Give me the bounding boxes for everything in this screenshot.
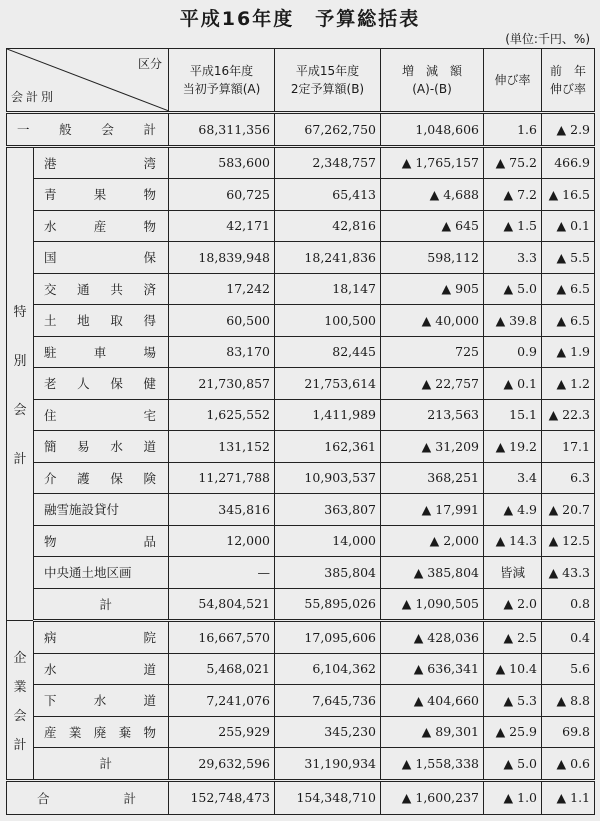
cell-prev-rate: 6.3 xyxy=(542,462,595,494)
table-row xyxy=(7,621,595,654)
header-col-a: 平成16年度 当初予算額(A) xyxy=(169,49,275,113)
row-label: 融雪施設貸付 xyxy=(34,494,169,526)
cell-prev-rate: ▲ 0.1 xyxy=(542,210,595,242)
cell-a: 1,625,552 xyxy=(169,399,275,431)
cell-a: 29,632,596 xyxy=(169,748,275,781)
cell-a: 345,816 xyxy=(169,494,275,526)
cell-rate: ▲ 7.2 xyxy=(484,179,542,211)
cell-b: 65,413 xyxy=(275,179,381,211)
cell-b: 154,348,710 xyxy=(275,780,381,814)
row-label: 交通共済 xyxy=(34,273,169,305)
cell-diff: ▲ 31,209 xyxy=(381,431,484,463)
cell-b: 67,262,750 xyxy=(275,113,381,147)
cell-a: 5,468,021 xyxy=(169,653,275,685)
cell-b: 162,361 xyxy=(275,431,381,463)
cell-prev-rate: 466.9 xyxy=(542,146,595,179)
cell-prev-rate: ▲ 5.5 xyxy=(542,242,595,274)
cell-a: 152,748,473 xyxy=(169,780,275,814)
cell-rate: ▲ 10.4 xyxy=(484,653,542,685)
group-char: 特 xyxy=(13,304,27,320)
cell-diff: ▲ 22,757 xyxy=(381,368,484,400)
subtotal-row xyxy=(7,748,595,781)
cell-a: 21,730,857 xyxy=(169,368,275,400)
cell-b: 82,445 xyxy=(275,336,381,368)
table-row xyxy=(7,653,595,685)
cell-b: 42,816 xyxy=(275,210,381,242)
cell-prev-rate: ▲ 6.5 xyxy=(542,305,595,337)
page-title: 平成16年度 予算総括表 xyxy=(179,8,421,30)
table-row xyxy=(7,273,595,305)
table-row xyxy=(7,525,595,557)
cell-prev-rate: 0.4 xyxy=(542,621,595,654)
cell-a: — xyxy=(169,557,275,589)
cell-b: 18,241,836 xyxy=(275,242,381,274)
cell-prev-rate: 5.6 xyxy=(542,653,595,685)
cell-prev-rate: 0.8 xyxy=(542,588,595,621)
special-group-label xyxy=(7,146,34,621)
row-label: 物品 xyxy=(34,525,169,557)
group-char: 会 xyxy=(13,708,27,724)
cell-diff: ▲ 40,000 xyxy=(381,305,484,337)
cell-a: 16,667,570 xyxy=(169,621,275,654)
row-label: 中央通土地区画 xyxy=(34,557,169,589)
budget-table xyxy=(6,48,595,815)
cell-prev-rate: ▲ 43.3 xyxy=(542,557,595,589)
cell-rate: ▲ 5.0 xyxy=(484,748,542,781)
cell-rate: ▲ 14.3 xyxy=(484,525,542,557)
cell-rate: ▲ 25.9 xyxy=(484,716,542,748)
row-label: 病院 xyxy=(34,621,169,654)
row-label: 簡易水道 xyxy=(34,431,169,463)
cell-prev-rate: ▲ 1.2 xyxy=(542,368,595,400)
table-row xyxy=(7,210,595,242)
table-row xyxy=(7,494,595,526)
table-row xyxy=(7,368,595,400)
cell-diff: ▲ 645 xyxy=(381,210,484,242)
cell-b: 18,147 xyxy=(275,273,381,305)
cell-b: 2,348,757 xyxy=(275,146,381,179)
row-label: 合 計 xyxy=(7,780,169,814)
header-col-prev-rate: 前 年 伸び率 xyxy=(542,49,595,113)
row-label: 国保 xyxy=(34,242,169,274)
row-label: 水道 xyxy=(34,653,169,685)
cell-diff: ▲ 905 xyxy=(381,273,484,305)
cell-diff: ▲ 89,301 xyxy=(381,716,484,748)
row-label: 計 xyxy=(34,588,169,621)
group-char: 業 xyxy=(13,679,27,695)
cell-a: 12,000 xyxy=(169,525,275,557)
cell-prev-rate: 69.8 xyxy=(542,716,595,748)
cell-rate: ▲ 39.8 xyxy=(484,305,542,337)
cell-rate: ▲ 1.5 xyxy=(484,210,542,242)
cell-a: 54,804,521 xyxy=(169,588,275,621)
table-row xyxy=(7,242,595,274)
row-label: 港湾 xyxy=(34,146,169,179)
cell-diff: ▲ 385,804 xyxy=(381,557,484,589)
row-label: 計 xyxy=(34,748,169,781)
row-label: 土地取得 xyxy=(34,305,169,337)
cell-diff: ▲ 17,991 xyxy=(381,494,484,526)
cell-prev-rate: ▲ 12.5 xyxy=(542,525,595,557)
cell-a: 60,725 xyxy=(169,179,275,211)
cell-b: 6,104,362 xyxy=(275,653,381,685)
table-row xyxy=(7,305,595,337)
cell-diff: 368,251 xyxy=(381,462,484,494)
cell-rate: ▲ 0.1 xyxy=(484,368,542,400)
cell-rate: ▲ 1.0 xyxy=(484,780,542,814)
cell-a: 60,500 xyxy=(169,305,275,337)
table-header-row xyxy=(7,49,595,113)
enterprise-group-label xyxy=(7,621,34,781)
group-char: 別 xyxy=(13,353,27,369)
cell-a: 68,311,356 xyxy=(169,113,275,147)
unit-note: (単位:千円、%) xyxy=(505,32,590,46)
header-kaikeibetsu: 会計別 xyxy=(11,90,57,104)
cell-rate: 1.6 xyxy=(484,113,542,147)
header-col-rate: 伸び率 xyxy=(484,49,542,113)
cell-a: 11,271,788 xyxy=(169,462,275,494)
row-label: 下水道 xyxy=(34,685,169,717)
cell-rate: 15.1 xyxy=(484,399,542,431)
cell-a: 17,242 xyxy=(169,273,275,305)
header-col-diff: 増 減 額 (A)-(B) xyxy=(381,49,484,113)
row-label: 駐車場 xyxy=(34,336,169,368)
cell-diff: ▲ 2,000 xyxy=(381,525,484,557)
grand-total-row xyxy=(7,780,595,814)
cell-diff: ▲ 428,036 xyxy=(381,621,484,654)
cell-diff: 725 xyxy=(381,336,484,368)
general-account-row xyxy=(7,113,595,147)
cell-a: 42,171 xyxy=(169,210,275,242)
table-row xyxy=(7,557,595,589)
cell-diff: ▲ 1,765,157 xyxy=(381,146,484,179)
group-char: 会 xyxy=(13,402,27,418)
table-row xyxy=(7,146,595,179)
table-row xyxy=(7,399,595,431)
table-row xyxy=(7,685,595,717)
special-accounts xyxy=(7,146,595,621)
cell-rate: 0.9 xyxy=(484,336,542,368)
group-char: 計 xyxy=(13,451,27,467)
cell-rate: ▲ 2.5 xyxy=(484,621,542,654)
table-row xyxy=(7,179,595,211)
table-row xyxy=(7,431,595,463)
cell-diff: 1,048,606 xyxy=(381,113,484,147)
cell-b: 1,411,989 xyxy=(275,399,381,431)
group-char: 企 xyxy=(13,650,27,666)
cell-diff: 213,563 xyxy=(381,399,484,431)
cell-b: 10,903,537 xyxy=(275,462,381,494)
cell-b: 31,190,934 xyxy=(275,748,381,781)
cell-prev-rate: 17.1 xyxy=(542,431,595,463)
row-label: 一 般 会 計 xyxy=(7,113,169,147)
cell-b: 14,000 xyxy=(275,525,381,557)
cell-prev-rate: ▲ 2.9 xyxy=(542,113,595,147)
cell-rate: 3.4 xyxy=(484,462,542,494)
enterprise-accounts xyxy=(7,621,595,781)
cell-b: 363,807 xyxy=(275,494,381,526)
row-label: 老人保健 xyxy=(34,368,169,400)
cell-rate: ▲ 19.2 xyxy=(484,431,542,463)
cell-diff: ▲ 1,090,505 xyxy=(381,588,484,621)
cell-b: 21,753,614 xyxy=(275,368,381,400)
cell-rate: ▲ 5.3 xyxy=(484,685,542,717)
table-row xyxy=(7,336,595,368)
cell-rate: ▲ 5.0 xyxy=(484,273,542,305)
cell-diff: 598,112 xyxy=(381,242,484,274)
table-row xyxy=(7,716,595,748)
cell-rate: 皆減 xyxy=(484,557,542,589)
row-label: 青果物 xyxy=(34,179,169,211)
subtotal-row xyxy=(7,588,595,621)
cell-diff: ▲ 1,558,338 xyxy=(381,748,484,781)
cell-a: 131,152 xyxy=(169,431,275,463)
header-corner-cell xyxy=(7,49,169,113)
cell-rate: ▲ 75.2 xyxy=(484,146,542,179)
cell-rate: 3.3 xyxy=(484,242,542,274)
table-row xyxy=(7,462,595,494)
cell-prev-rate: ▲ 1.9 xyxy=(542,336,595,368)
cell-a: 18,839,948 xyxy=(169,242,275,274)
cell-a: 83,170 xyxy=(169,336,275,368)
row-label: 住宅 xyxy=(34,399,169,431)
cell-b: 7,645,736 xyxy=(275,685,381,717)
cell-rate: ▲ 4.9 xyxy=(484,494,542,526)
cell-diff: ▲ 4,688 xyxy=(381,179,484,211)
cell-prev-rate: ▲ 22.3 xyxy=(542,399,595,431)
cell-a: 583,600 xyxy=(169,146,275,179)
cell-b: 55,895,026 xyxy=(275,588,381,621)
cell-a: 255,929 xyxy=(169,716,275,748)
header-col-b: 平成15年度 2定予算額(B) xyxy=(275,49,381,113)
group-char: 計 xyxy=(13,737,27,753)
cell-prev-rate: ▲ 1.1 xyxy=(542,780,595,814)
cell-prev-rate: ▲ 8.8 xyxy=(542,685,595,717)
cell-b: 345,230 xyxy=(275,716,381,748)
cell-rate: ▲ 2.0 xyxy=(484,588,542,621)
cell-prev-rate: ▲ 20.7 xyxy=(542,494,595,526)
cell-b: 100,500 xyxy=(275,305,381,337)
cell-prev-rate: ▲ 16.5 xyxy=(542,179,595,211)
cell-b: 385,804 xyxy=(275,557,381,589)
cell-prev-rate: ▲ 0.6 xyxy=(542,748,595,781)
cell-b: 17,095,606 xyxy=(275,621,381,654)
header-kubun: 区分 xyxy=(137,57,162,71)
cell-diff: ▲ 404,660 xyxy=(381,685,484,717)
cell-prev-rate: ▲ 6.5 xyxy=(542,273,595,305)
row-label: 産業廃棄物 xyxy=(34,716,169,748)
row-label: 介護保険 xyxy=(34,462,169,494)
cell-diff: ▲ 1,600,237 xyxy=(381,780,484,814)
row-label: 水産物 xyxy=(34,210,169,242)
cell-diff: ▲ 636,341 xyxy=(381,653,484,685)
cell-a: 7,241,076 xyxy=(169,685,275,717)
